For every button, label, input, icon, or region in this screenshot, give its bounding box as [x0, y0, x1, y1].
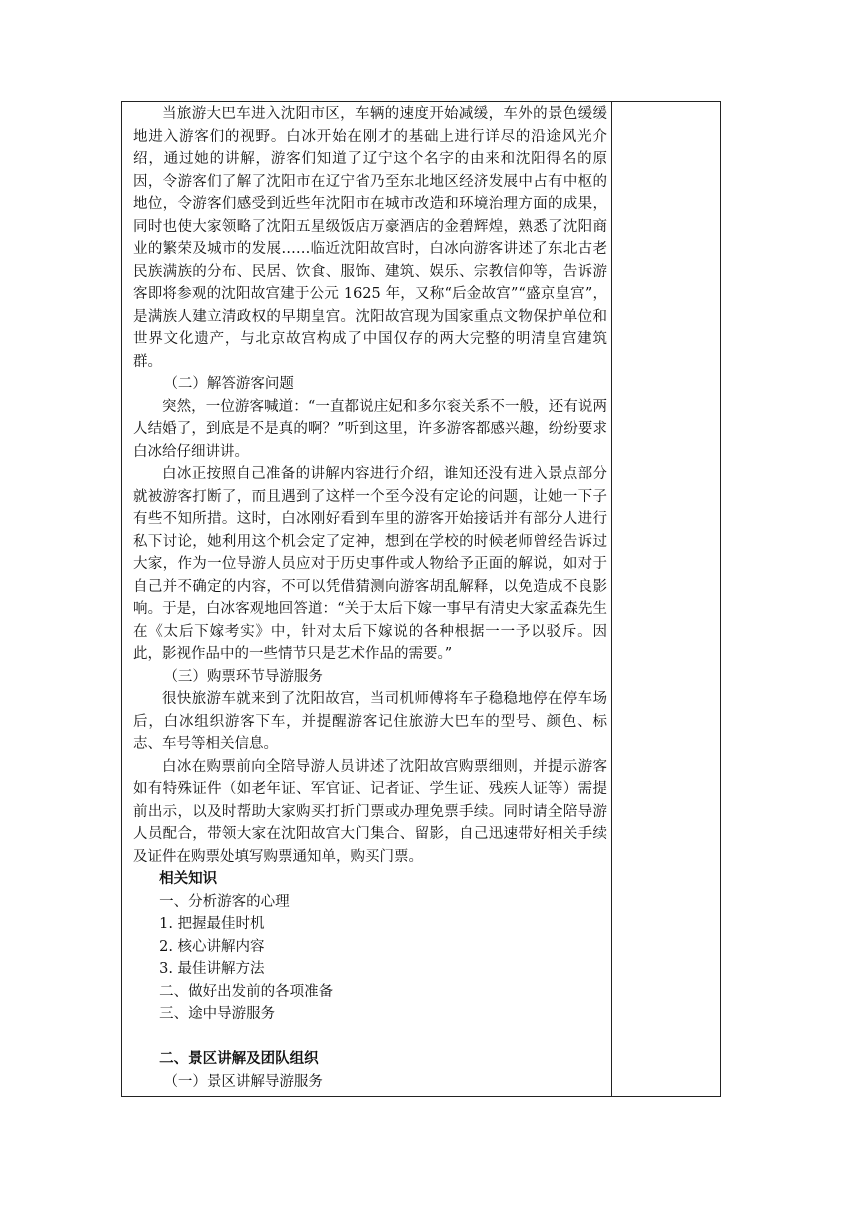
outline-item-2: 二、做好出发前的各项准备 — [159, 983, 334, 1000]
paragraph-guide-response: 白冰正按照自己准备的讲解内容进行介绍，谁知还没有进入景点部分就被游客打断了，而且遇到了这样一个至今没有定论的问题，让她一下子有些不知所措。这时，白冰刚好看到车里的游客开始接话并有部分人进行私下讨论，她利用这个机会定了定神，想到在学校的时候老师曾经告诉过大家，作为一位导游人员应对于历史事件或人物给予正面的解说，如对于自己并不确定的内容，不可以凭借猜测向游客胡乱解释，以免造成不良影响。于是，白冰客观地回答道：“关于太后下嫁一事早有清史大家孟森先生在《太后下嫁考实》中，针对太后下嫁说的各种根据一一予以驳斥。因此，影视作品中的一些情节只是艺术作品的需要。” — [133, 466, 607, 662]
table-column-divider — [611, 101, 612, 1097]
outline-item-1: 一、分析游客的心理 — [159, 893, 290, 910]
paragraph-ticket-purchase: 白冰在购票前向全陪导游人员讲述了沈阳故宫购票细则，并提示游客如有特殊证件（如老年证、军官证、记者证、学生证、残疾人证等）需提前出示，以及时帮助大家购买打折门票或办理免票手续。同时请全陪导游人员配合，带领大家在沈阳故宫大门集合、留影，自己迅速带好相关手续及证件在购票处填写购票通知单，购买门票。 — [133, 758, 607, 865]
outline-item-3: 三、途中导游服务 — [159, 1006, 276, 1022]
outline-item-1-2: 2. 核心讲解内容 — [159, 938, 265, 955]
section-ticketing: （三）购票环节导游服务 — [163, 668, 323, 685]
section-answer-questions: （二）解答游客问题 — [163, 376, 294, 392]
heading-scenic-explanation: 二、景区讲解及团队组织 — [159, 1050, 319, 1067]
heading-related-knowledge: 相关知识 — [159, 870, 218, 887]
paragraph-arrival: 当旅游大巴车进入沈阳市区，车辆的速度开始减缓，车外的景色缓缓地进入游客们的视野。白冰开始在刚才的基础上进行详尽的沿途风光介绍，通过她的讲解，游客们知道了辽宁这个名字的由来和沈阳得名的原因，令游客们了解了沈阳市在辽宁省乃至东北地区经济发展中占有中枢的地位，令游客们感受到近些年沈阳市在城市改造和环境治理方面的成果，同时也使大家领略了沈阳五星级饭店万豪酒店的金碧辉煌，熟悉了沈阳商业的繁荣及城市的发展……临近沈阳故宫时，白冰向游客讲述了东北古老民族满族的分布、民居、饮食、服饰、建筑、娱乐、宗教信仰等，告诉游客即将参观的沈阳故宫建于公元 1625 年，又称“后金故宫”“盛京皇宫”，是满族人建立清政权的早期皇宫。沈阳故宫现为国家重点文物保护单位和世界文化遗产，与北京故宫构成了中国仅存的两大完整的明清皇宫建筑群。 — [133, 106, 607, 370]
outline-item-1-3: 3. 最佳讲解方法 — [159, 961, 265, 977]
section-scenic-guide-service: （一）景区讲解导游服务 — [163, 1073, 323, 1090]
lesson-content-cell — [133, 103, 607, 1093]
outline-item-1-1: 1. 把握最佳时机 — [159, 916, 265, 932]
paragraph-arrive-palace: 很快旅游车就来到了沈阳故宫，当司机师傅将车子稳稳地停在停车场后，白冰组织游客下车，并提醒游客记住旅游大巴车的型号、颜色、标志、车号等相关信息。 — [133, 691, 607, 752]
paragraph-tourist-question: 突然，一位游客喊道：“一直都说庄妃和多尔衮关系不一般，还有说两人结婚了，到底是不是真的啊？”听到这里，许多游客都感兴趣，纷纷要求白冰给仔细讲讲。 — [133, 398, 607, 460]
spacer — [133, 1026, 607, 1049]
